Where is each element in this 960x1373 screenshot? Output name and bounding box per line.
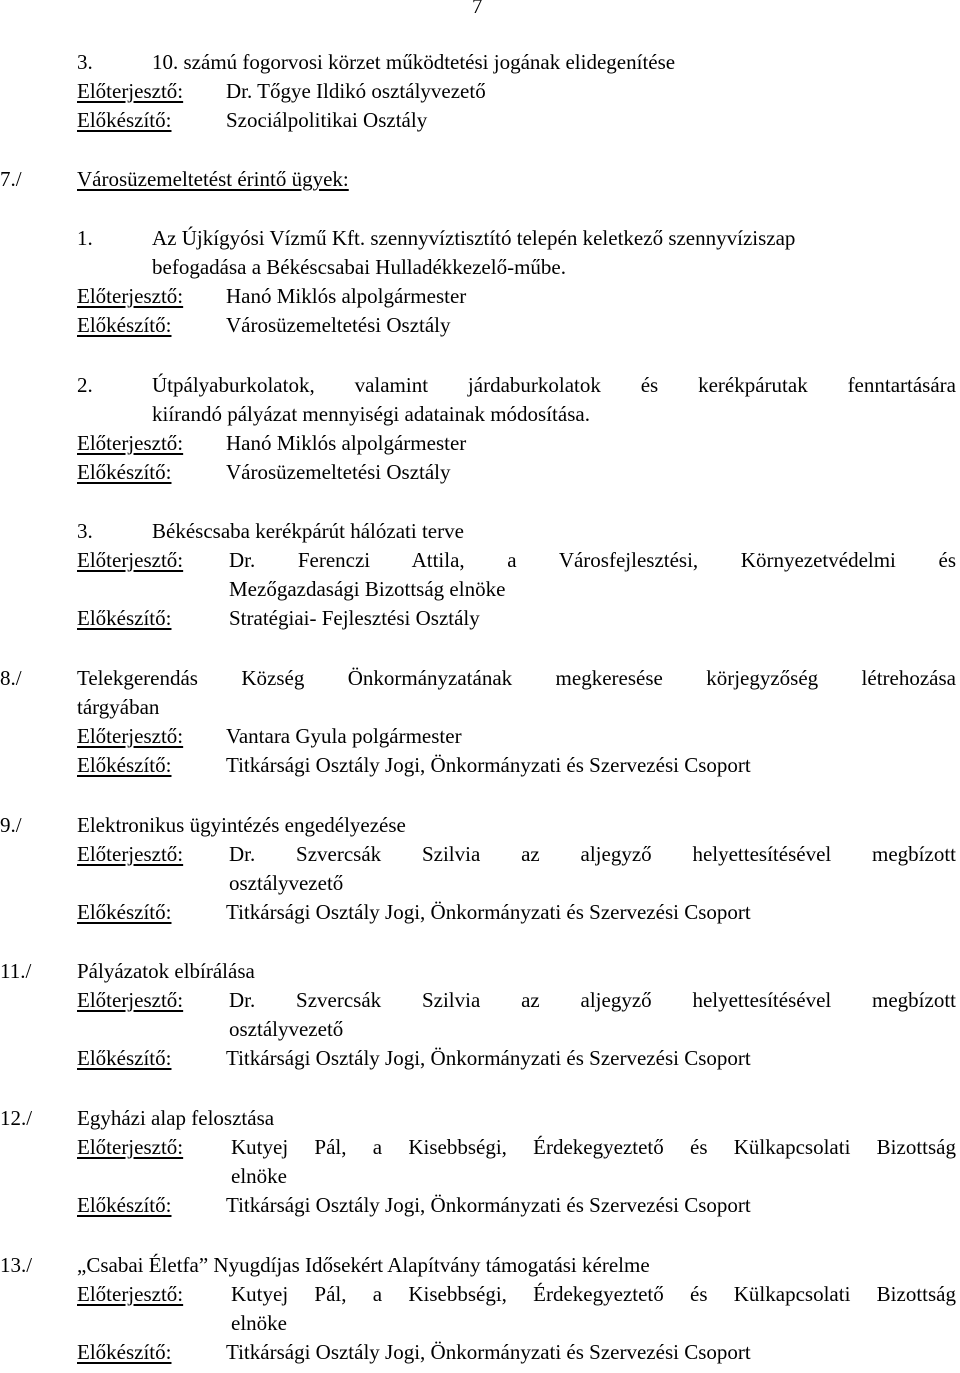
section-title: Pályázatok elbírálása: [77, 959, 255, 983]
preparer-label: Előkészítő:: [77, 1046, 172, 1070]
proposer-label: Előterjesztő:: [77, 284, 184, 308]
preparer-value: Titkársági Osztály Jogi, Önkormányzati és Szervezési Csoport: [226, 1046, 751, 1070]
preparer-label: Előkészítő:: [77, 108, 172, 132]
section-title: tárgyában: [77, 695, 160, 719]
proposer-value: elnöke: [231, 1164, 287, 1188]
preparer-value: Titkársági Osztály Jogi, Önkormányzati és Szervezési Csoport: [226, 1193, 751, 1217]
item-title: kiírandó pályázat mennyiségi adatainak módosítása.: [152, 402, 590, 426]
preparer-value: Titkársági Osztály Jogi, Önkormányzati és Szervezési Csoport: [226, 753, 751, 777]
proposer-value: osztályvezető: [229, 1017, 344, 1041]
proposer-label: Előterjesztő:: [77, 988, 184, 1012]
item-title: Békéscsaba kerékpárút hálózati terve: [152, 519, 464, 543]
section-title: Egyházi alap felosztása: [77, 1106, 275, 1130]
section-number: 8./: [0, 666, 22, 690]
preparer-value: Szociálpolitikai Osztály: [226, 108, 428, 132]
section-number: 9./: [0, 813, 22, 837]
item-number: 3.: [77, 519, 93, 543]
preparer-value: Városüzemeltetési Osztály: [226, 313, 451, 337]
proposer-value: Dr. Szvercsák Szilvia az aljegyző helyettesítésével megbízott: [229, 842, 956, 866]
proposer-value: Hanó Miklós alpolgármester: [226, 431, 467, 455]
proposer-value: elnöke: [231, 1311, 287, 1335]
preparer-value: Titkársági Osztály Jogi, Önkormányzati és Szervezési Csoport: [226, 900, 751, 924]
proposer-label: Előterjesztő:: [77, 79, 184, 103]
section-title: „Csabai Életfa” Nyugdíjas Idősekért Alapítvány támogatási kérelme: [77, 1253, 650, 1277]
preparer-value: Stratégiai- Fejlesztési Osztály: [229, 606, 480, 630]
section-title: Telekgerendás Község Önkormányzatának megkeresése körjegyzőség létrehozása: [77, 666, 956, 690]
preparer-value: Titkársági Osztály Jogi, Önkormányzati és Szervezési Csoport: [226, 1340, 751, 1364]
item-title: Útpályaburkolatok, valamint járdaburkolatok és kerékpárutak fenntartására: [152, 373, 956, 397]
preparer-label: Előkészítő:: [77, 606, 172, 630]
preparer-value: Városüzemeltetési Osztály: [226, 460, 451, 484]
item-number: 1.: [77, 226, 93, 250]
preparer-label: Előkészítő:: [77, 753, 172, 777]
item-title: befogadása a Békéscsabai Hulladékkezelő-műbe.: [152, 255, 566, 279]
proposer-value: Kutyej Pál, a Kisebbségi, Érdekegyeztető és Külkapcsolati Bizottság: [231, 1135, 956, 1159]
item-title: Az Újkígyósi Vízmű Kft. szennyvíztisztító telepén keletkező szennyvíziszap: [152, 226, 796, 250]
preparer-label: Előkészítő:: [77, 1193, 172, 1217]
proposer-value: Dr. Tőgye Ildikó osztályvezető: [226, 79, 486, 103]
item-number: 3.: [77, 50, 93, 74]
proposer-value: Mezőgazdasági Bizottság elnöke: [229, 577, 506, 601]
proposer-value: Kutyej Pál, a Kisebbségi, Érdekegyeztető és Külkapcsolati Bizottság: [231, 1282, 956, 1306]
section-number: 7./: [0, 167, 22, 191]
proposer-label: Előterjesztő:: [77, 842, 184, 866]
proposer-label: Előterjesztő:: [77, 431, 184, 455]
page-number: 7: [472, 0, 483, 18]
proposer-value: Dr. Ferenczi Attila, a Városfejlesztési, Környezetvédelmi és: [229, 548, 956, 572]
proposer-value: Vantara Gyula polgármester: [226, 724, 462, 748]
proposer-label: Előterjesztő:: [77, 548, 184, 572]
preparer-label: Előkészítő:: [77, 313, 172, 337]
proposer-value: Hanó Miklós alpolgármester: [226, 284, 467, 308]
proposer-value: osztályvezető: [229, 871, 344, 895]
item-title: 10. számú fogorvosi körzet működtetési jogának elidegenítése: [152, 50, 676, 74]
preparer-label: Előkészítő:: [77, 460, 172, 484]
section-title: Városüzemeltetést érintő ügyek:: [77, 167, 349, 191]
proposer-label: Előterjesztő:: [77, 724, 184, 748]
section-number: 11./: [0, 959, 32, 983]
item-number: 2.: [77, 373, 93, 397]
section-number: 12./: [0, 1106, 33, 1130]
preparer-label: Előkészítő:: [77, 900, 172, 924]
proposer-label: Előterjesztő:: [77, 1282, 184, 1306]
proposer-label: Előterjesztő:: [77, 1135, 184, 1159]
proposer-value: Dr. Szvercsák Szilvia az aljegyző helyettesítésével megbízott: [229, 988, 956, 1012]
section-title: Elektronikus ügyintézés engedélyezése: [77, 813, 406, 837]
preparer-label: Előkészítő:: [77, 1340, 172, 1364]
section-number: 13./: [0, 1253, 33, 1277]
